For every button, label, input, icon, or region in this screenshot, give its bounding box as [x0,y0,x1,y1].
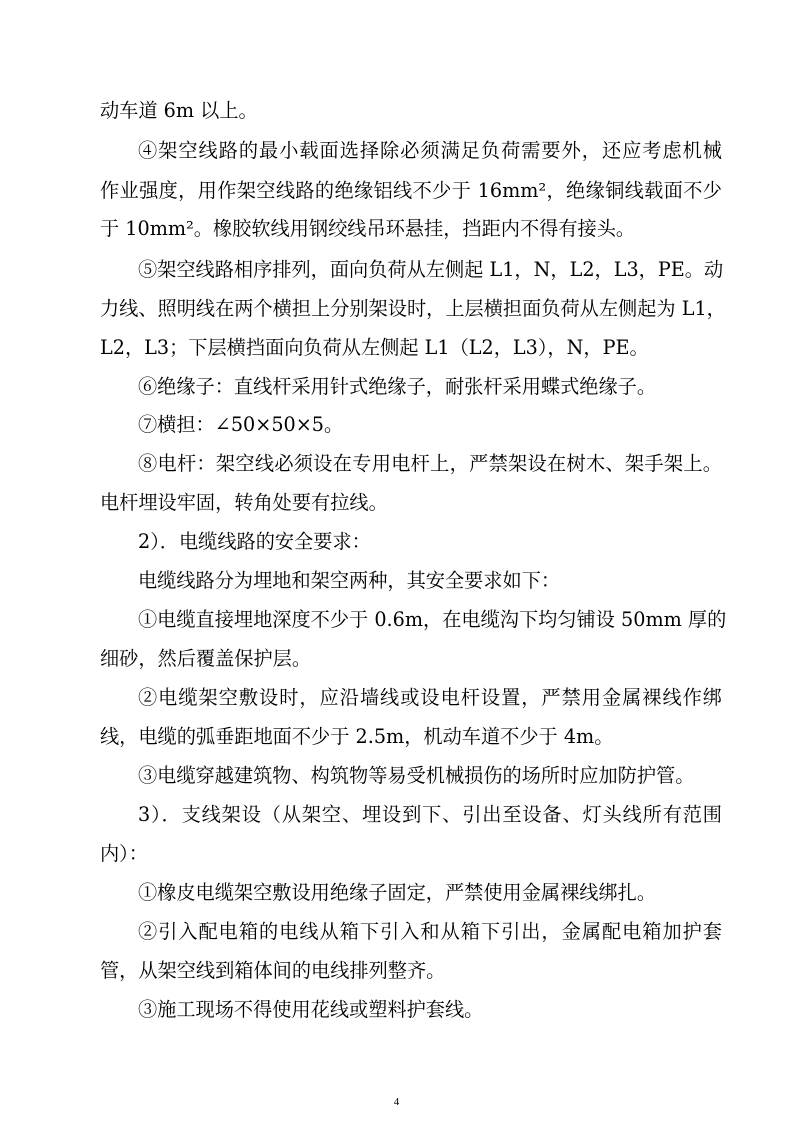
text-line: ⑥绝缘子：直线杆采用针式绝缘子，耐张杆采用蝶式绝缘子。 [138,375,657,398]
text-line: 动车道 6m 以上。 [100,99,258,122]
text-line: ②电缆架空敷设时，应沿墙线或设电杆设置，严禁用金属裸线作绑 [138,686,722,709]
text-line: ③施工现场不得使用花线或塑料护套线。 [138,998,484,1021]
text-line: ①橡皮电缆架空敷设用绝缘子固定，严禁使用金属裸线绑扎。 [138,881,657,904]
text-line: 作业强度，用作架空线路的绝缘铝线不少于 16mm²，绝缘铜线载面不少 [100,179,722,202]
text-line: 力线、照明线在两个横担上分别架设时，上层横担面负荷从左侧起为 L1， [100,297,726,320]
text-line: ⑦横担：∠50×50×5。 [138,413,344,436]
text-line: 细砂，然后覆盖保护层。 [100,647,312,670]
text-line: ⑤架空线路相序排列，面向负荷从左侧起 L1，N，L2，L3，PE。动 [138,258,724,281]
text-line: 线，电缆的弧垂距地面不少于 2.5m，机动车道不少于 4m。 [100,725,614,748]
text-line: ④架空线路的最小载面选择除必须满足负荷需要外，还应考虑机械 [138,139,722,162]
text-line: ③电缆穿越建筑物、构筑物等易受机械损伤的场所时应加防护管。 [138,764,695,787]
text-line: 内）： [100,842,148,865]
text-line: 管，从架空线到箱体间的电线排列整齐。 [100,959,446,982]
text-line: L2，L3；下层横挡面向负荷从左侧起 L1（L2，L3），N，PE。 [100,336,649,359]
text-line: ②引入配电箱的电线从箱下引入和从箱下引出，金属配电箱加护套 [138,920,722,943]
section-heading: 3）．支线架设（从架空、埋设到下、引出至设备、灯头线所有范围 [138,803,722,826]
text-line: 于 10mm²。橡胶软线用钢绞线吊环悬挂，挡距内不得有接头。 [100,217,636,240]
text-line: ⑧电杆：架空线必须设在专用电杆上，严禁架设在树木、架手架上。 [138,452,722,475]
section-heading: 2）．电缆线路的安全要求： [138,530,371,553]
page-number: 4 [393,1096,400,1108]
text-line: 电缆线路分为埋地和架空两种，其安全要求如下： [138,569,561,592]
text-line: 电杆埋设牢固，转角处要有拉线。 [100,491,388,514]
text-line: ①电缆直接埋地深度不少于 0.6m，在电缆沟下均匀铺设 50mm 厚的 [138,608,727,631]
